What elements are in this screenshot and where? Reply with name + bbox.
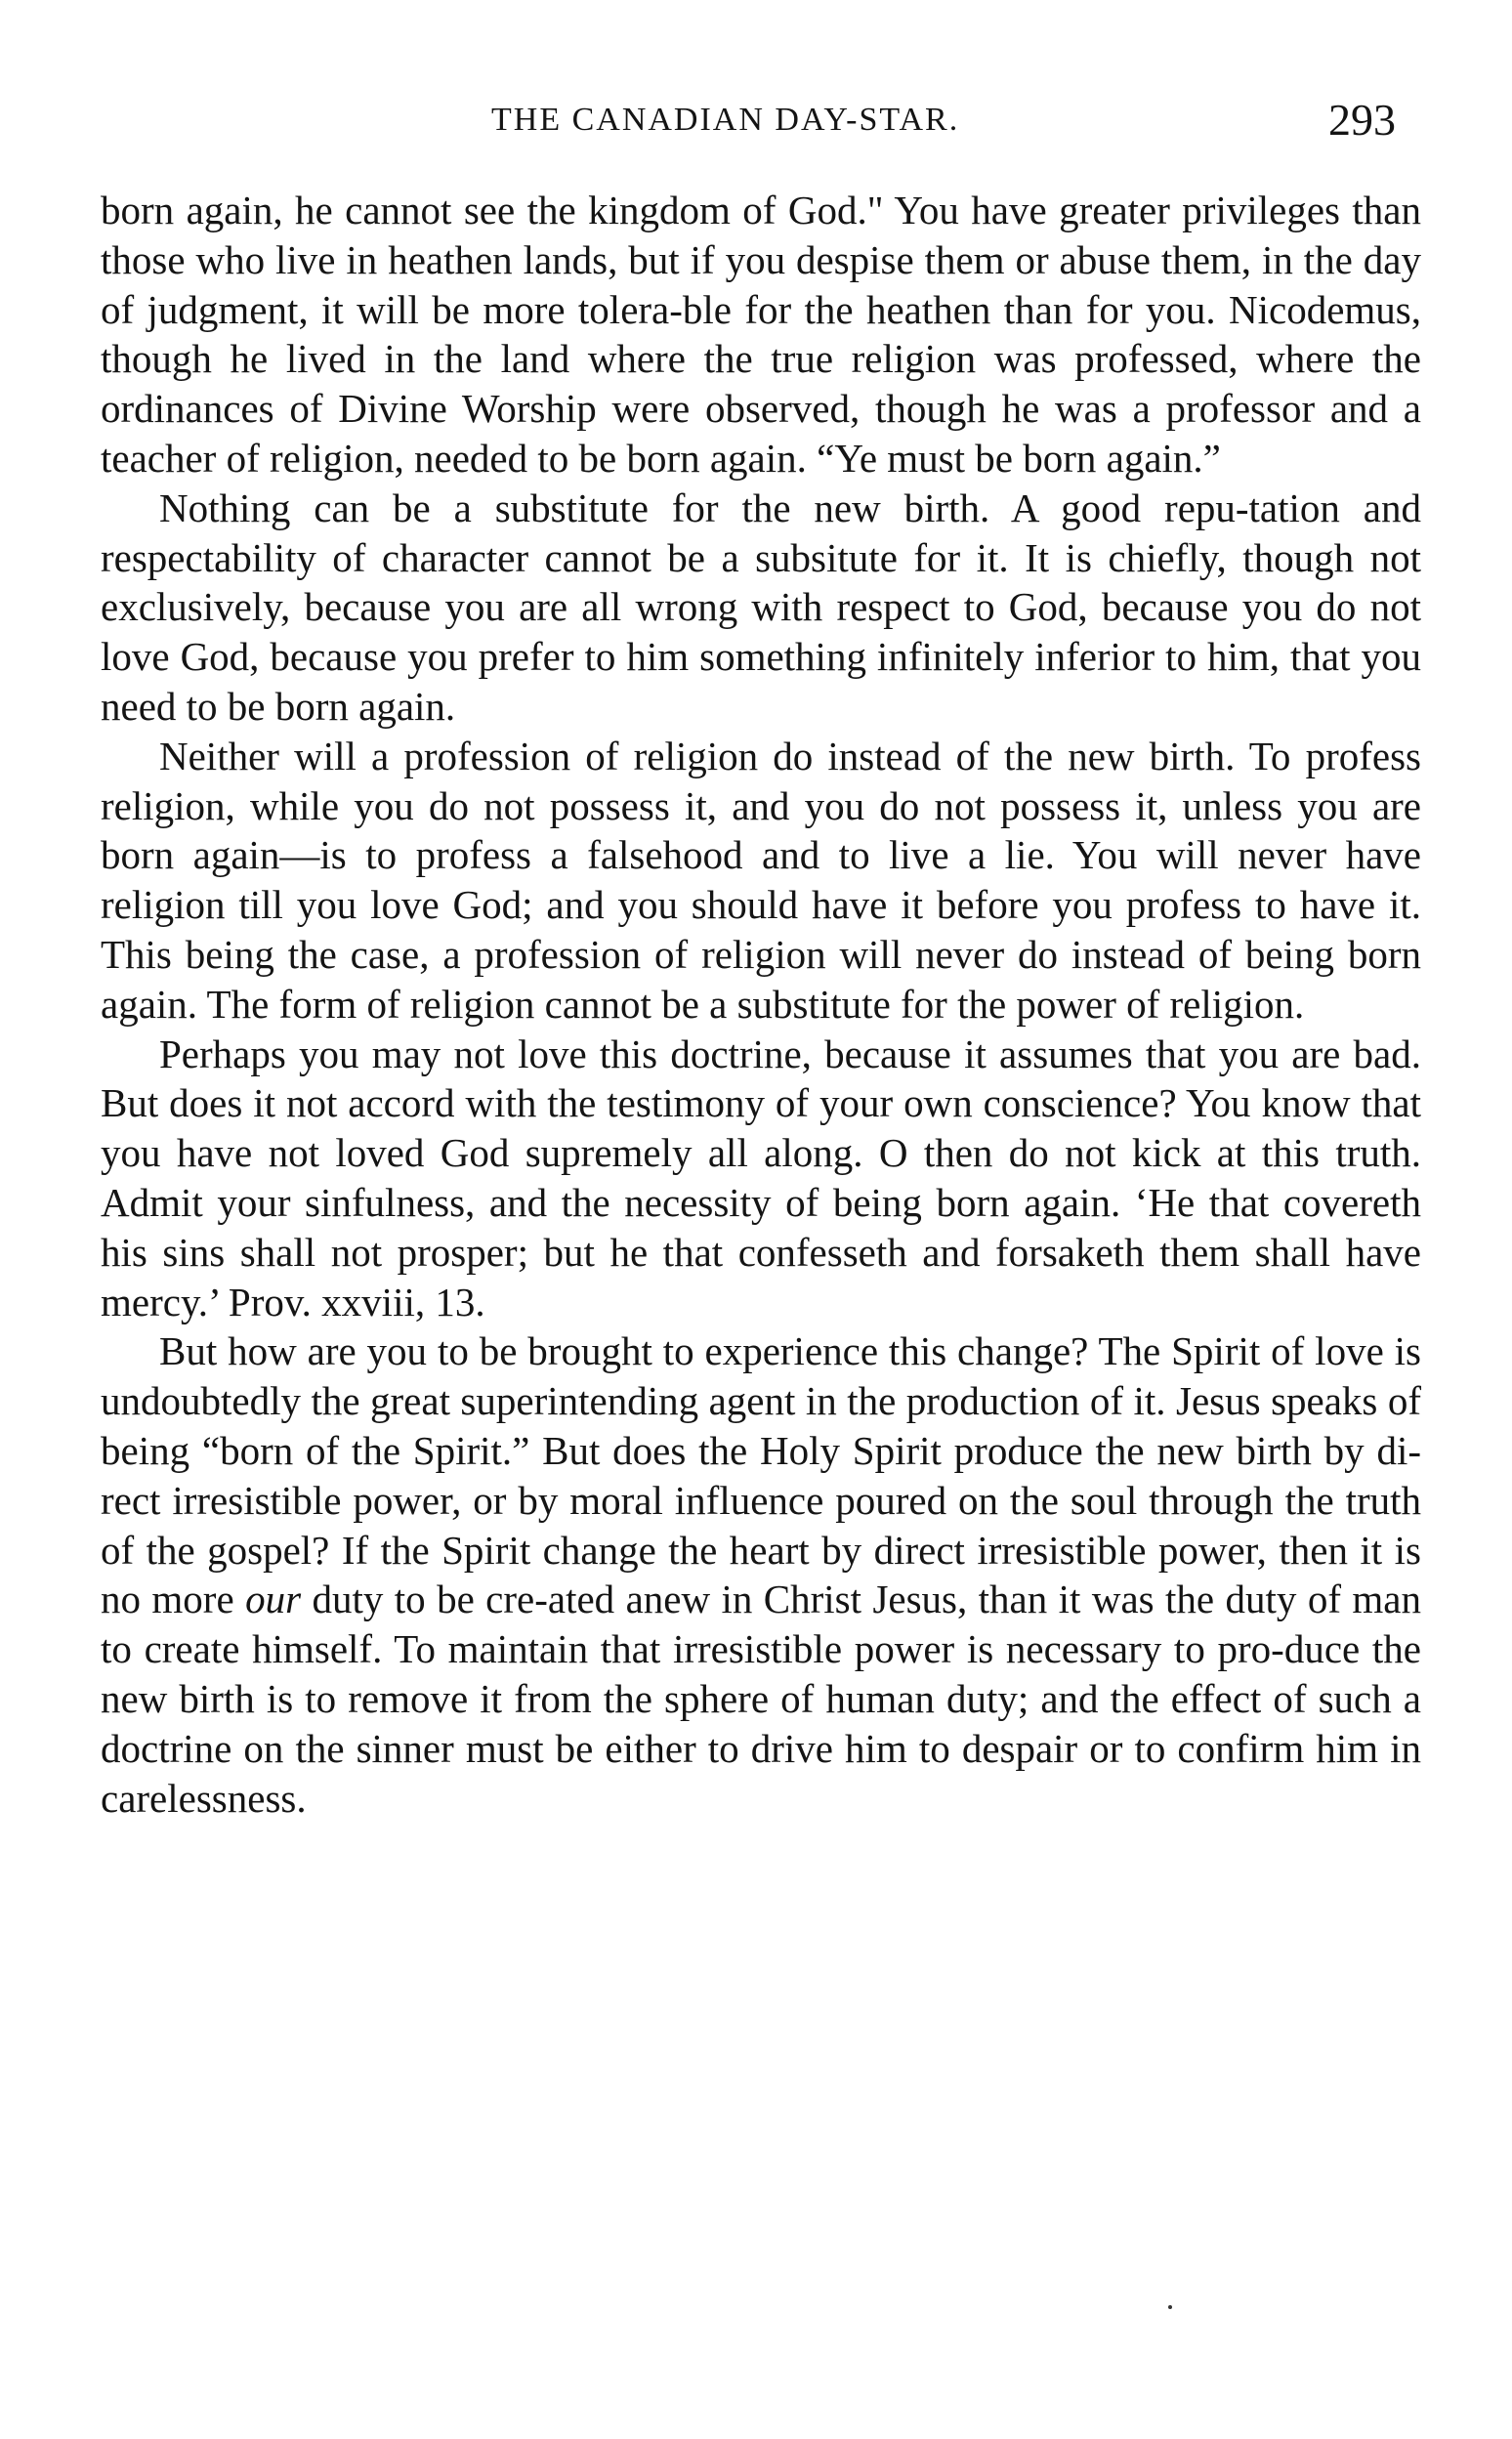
ink-speck [1168, 2305, 1172, 2309]
body-text [101, 186, 1421, 1823]
page-number: 293 [1328, 95, 1396, 145]
paragraph-text: But how are you to be brought to experience this change? The Spirit of love is undoubtedly the great superintending agent in the production of it. Jesus speaks of being “born of the Spirit.” But does the Holy Spirit produce the new birth by di-rect irresistible power, or by moral influence poured on the soul through the truth of the gospel? If the Spirit change the heart by direct irresistible power, then it is no more [101, 1328, 1421, 1622]
paragraph-continued: born again, he cannot see the kingdom of God." You have greater privileges than those who live in heathen lands, but if you despise them or abuse them, in the day of judgment, it will be more tolera-ble for the heathen than for you. Nicodemus, though he lived in the land where the true religion was professed, where the ordinances of Divine Worship were observed, though he was a professor and a teacher of religion, needed to be born again. “Ye must be born again.” [101, 188, 1421, 481]
emphasized-word: our [245, 1577, 302, 1622]
paragraph: Perhaps you may not love this doctrine, because it assumes that you are bad. But does it not accord with the testimony of your own conscience? You know that you have not loved God supremely all along. O then do not kick at this truth. Admit your sinfulness, and the necessity of being born again. ‘He that covereth his sins shall not prosper; but he that confesseth and forsaketh them shall have mercy.’ Prov. xxviii, 13. [101, 1030, 1421, 1325]
running-title: THE CANADIAN DAY-STAR. [491, 102, 960, 138]
paragraph: Nothing can be a substitute for the new birth. A good repu-tation and respectability of character cannot be a subsitute for it. It is chiefly, though not exclusively, because you are all wrong with respect to God, because you do not love God, because you prefer to him something infinitely inferior to him, that you need to be born again. [101, 484, 1421, 729]
running-header [0, 94, 1512, 152]
paragraph-text: duty to be cre-ated anew in Christ Jesus, than it was the duty of man to create himself. To maintain that irresistible power is necessary to pro-duce the new birth is to remove it from the sphere of human duty; and the effect of such a doctrine on the sinner must be either to drive him to despair or to confirm him in carelessness. [101, 1577, 1421, 1821]
paragraph: Neither will a profession of religion do instead of the new birth. To profess religion, while you do not possess it, and you do not possess it, unless you are born again—is to profess a falsehood and to live a lie. You will never have religion till you love God; and you should have it before you profess to have it. This being the case, a profession of religion will never do instead of being born again. The form of religion cannot be a substitute for the power of religion. [101, 733, 1421, 1027]
paragraph [101, 1326, 1421, 1823]
